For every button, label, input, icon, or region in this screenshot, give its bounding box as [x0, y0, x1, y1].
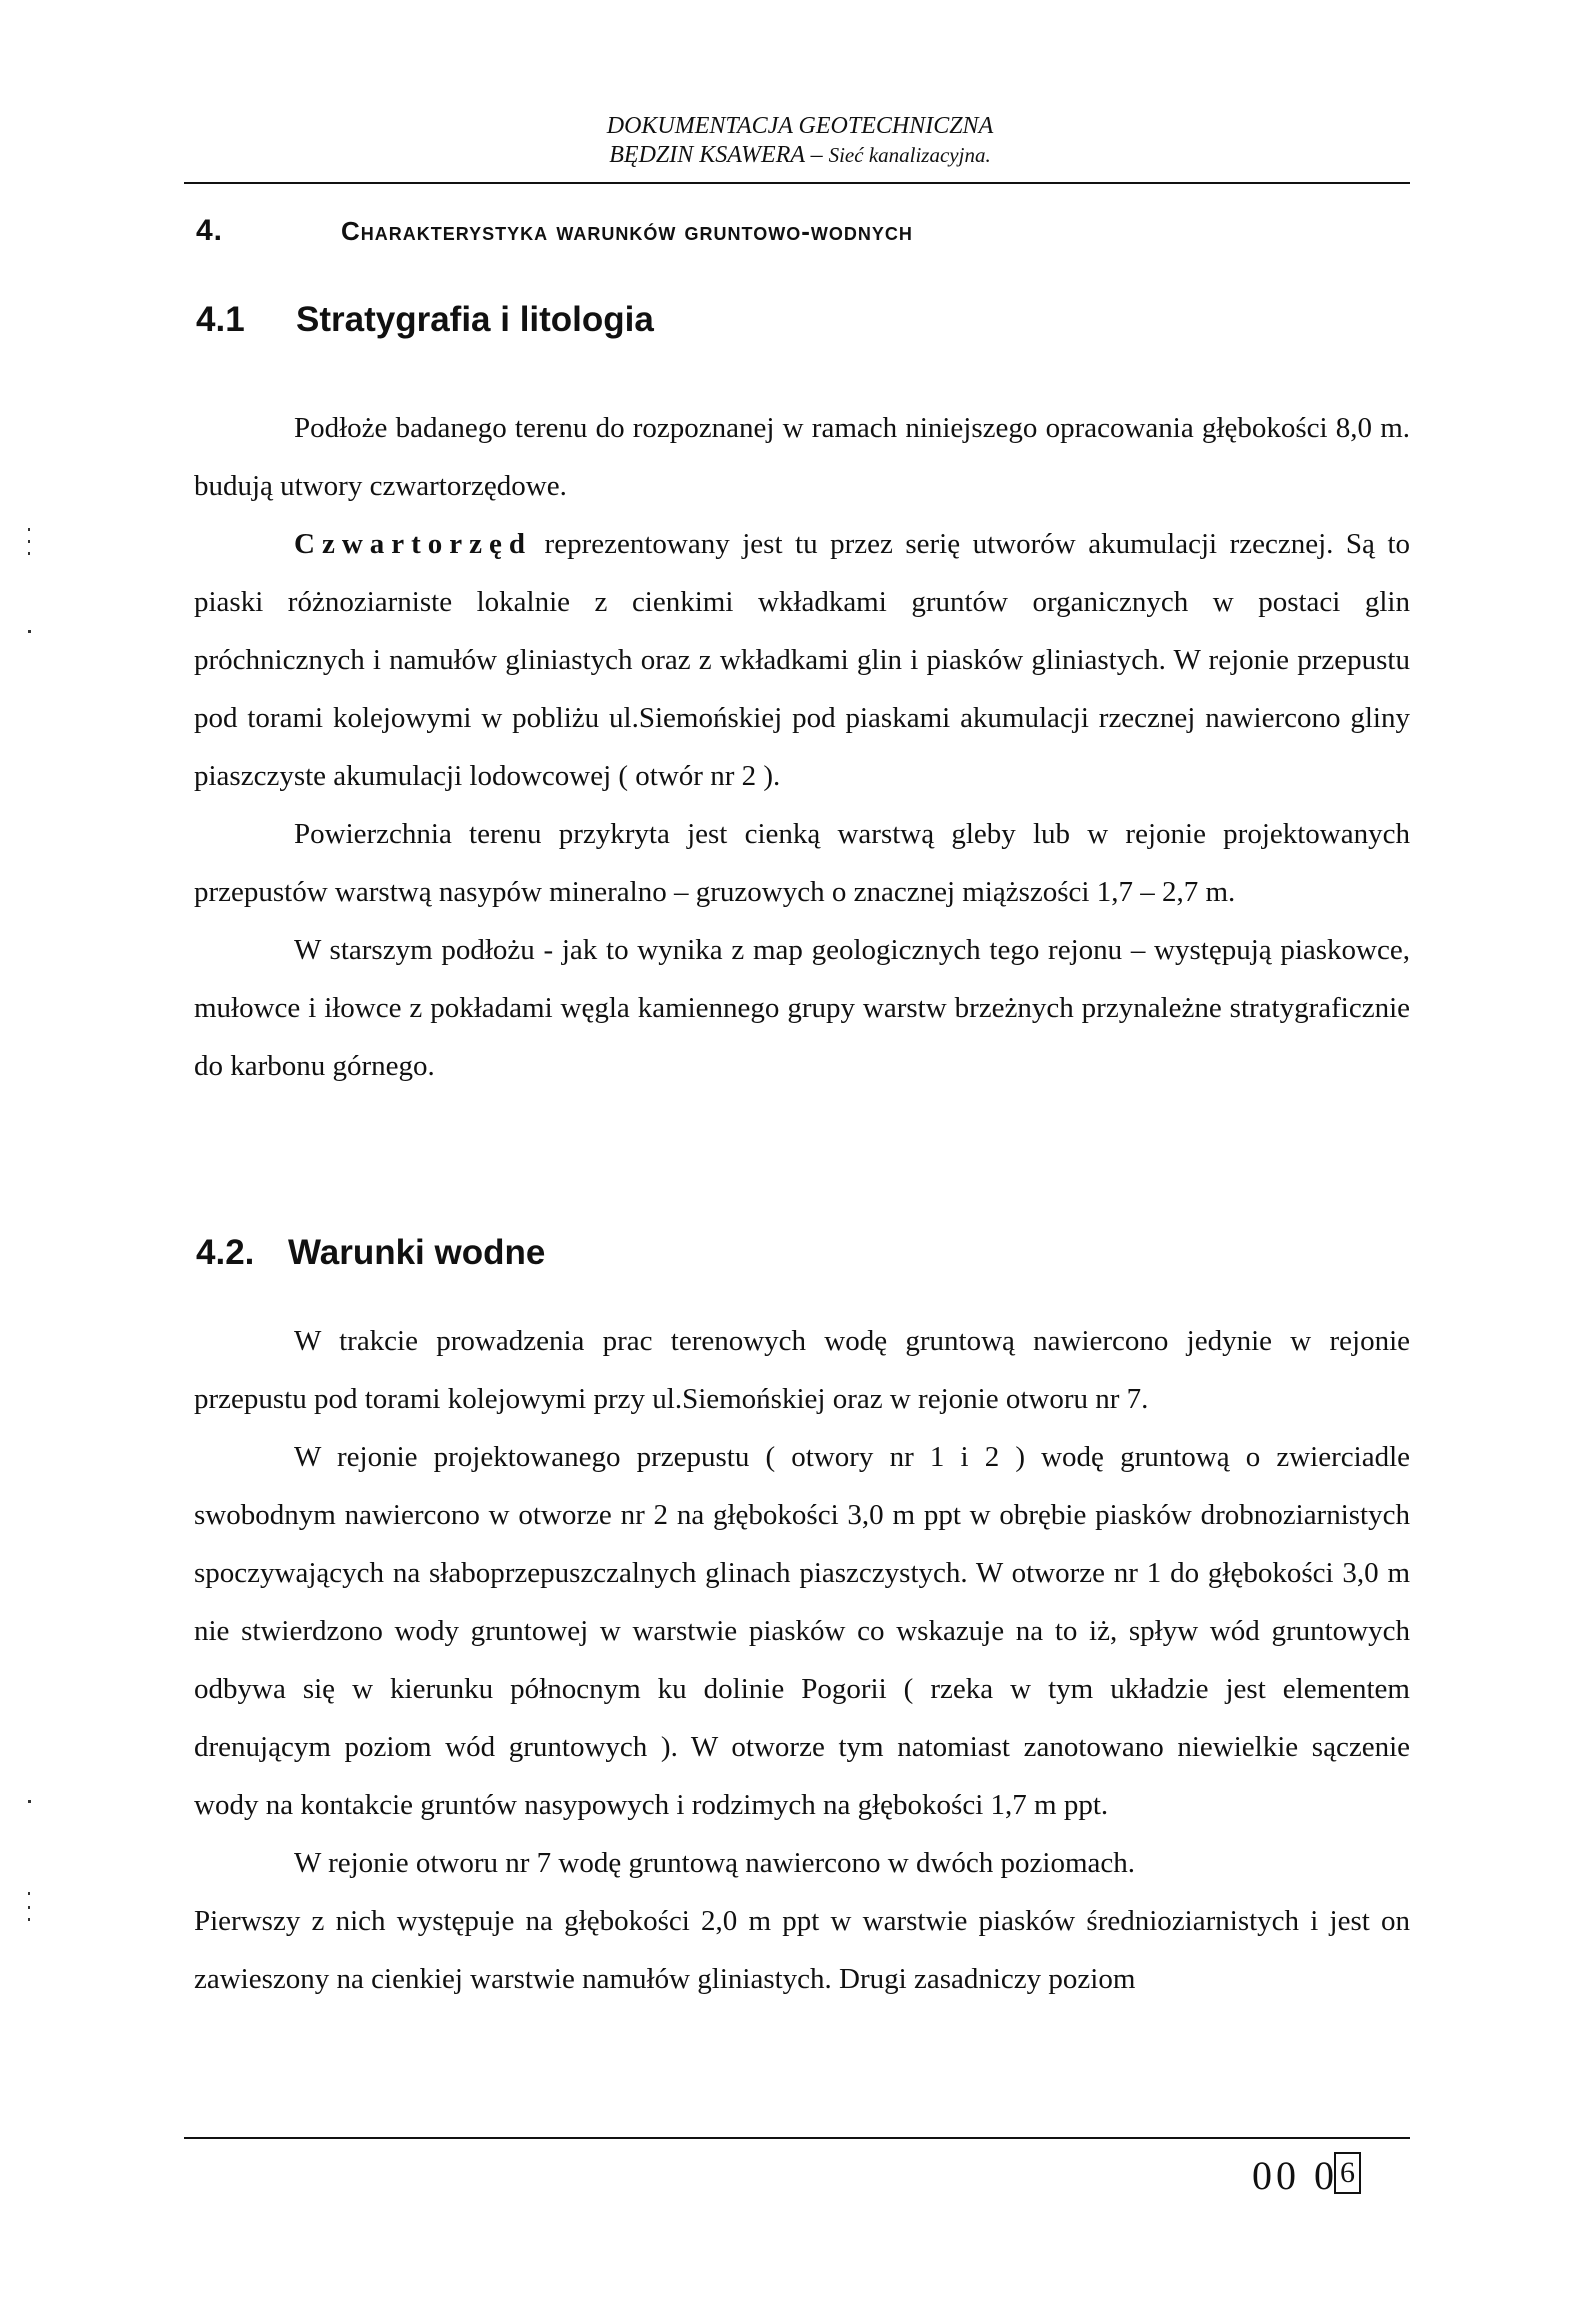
- stamp-box: 6: [1334, 2152, 1361, 2194]
- paragraph: Powierzchnia terenu przykryta jest cienką warstwą gleby lub w rejonie projektowanych przepustów warstwą nasypów mineralno – gruzowych o znacznej miąższości 1,7 – 2,7 m.: [194, 818, 1410, 908]
- stratigraphy-body: [194, 399, 1410, 1095]
- page-number-stamp: [1252, 2152, 1361, 2199]
- subsection-heading-water: [196, 1233, 545, 1273]
- scan-speck: [28, 1906, 30, 1909]
- paragraph: Pierwszy z nich występuje na głębokości 2,0 m ppt w warstwie piasków średnioziarnistych i jest on zawieszony na cienkiej warstwie namułów gliniastych. Drugi zasadniczy poziom: [194, 1905, 1410, 1995]
- scan-speck: [28, 1892, 30, 1895]
- section-number: 4.: [196, 214, 224, 247]
- header-line-2-sub: Sieć kanalizacyjna.: [828, 143, 991, 167]
- subsection-number: 4.2.: [196, 1233, 255, 1272]
- paragraph: W rejonie projektowanego przepustu ( otwory nr 1 i 2 ) wodę gruntową o zwierciadle swobodnym nawiercono w otworze nr 2 na głębokości 3,0 m ppt w obrębie piasków drobnoziarnistych spoczywających na słaboprzepuszczalnych glinach piaszczystych. W otworze nr 1 do głębokości 3,0 m nie stwierdzono wody gruntowej w warstwie piasków co wskazuje na to iż, spływ wód gruntowych odbywa się w kierunku północnym ku dolinie Pogorii ( rzeka w tym układzie jest elementem drenującym poziom wód gruntowych ). W otworze tym natomiast zanotowano niewielkie sączenie wody na kontakcie gruntów nasypowych i rodzimych na głębokości 1,7 m ppt.: [194, 1441, 1410, 1821]
- spaced-term: Czwartorzęd: [294, 528, 533, 560]
- header-rule: [184, 182, 1410, 184]
- subsection-heading-stratigraphy: [196, 300, 654, 340]
- section-title: Charakterystyka warunków gruntowo-wodnych: [341, 216, 913, 246]
- scan-speck: [28, 630, 31, 633]
- scan-speck: [28, 528, 30, 531]
- footer-rule: [184, 2137, 1410, 2139]
- scan-speck: [28, 552, 30, 555]
- subsection-title: Stratygrafia i litologia: [296, 300, 654, 339]
- water-body: [194, 1312, 1410, 2008]
- paragraph: Podłoże badanego terenu do rozpoznanej w ramach niniejszego opracowania głębokości 8,0 m. budują utwory czwartorzędowe.: [194, 412, 1410, 502]
- section-heading: [196, 214, 913, 248]
- paragraph-text: reprezentowany jest tu przez serię utworów akumulacji rzecznej. Są to piaski różnoziarniste lokalnie z cienkimi wkładkami gruntów organicznych w postaci glin próchnicznych i namułów gliniastych oraz z wkładkami glin i piasków gliniastych. W rejonie przepustu pod torami kolejowymi w pobliżu ul.Siemońskiej pod piaskami akumulacji rzecznej nawiercono gliny piaszczyste akumulacji lodowcowej ( otwór nr 2 ).: [194, 528, 1410, 792]
- page-header: [190, 112, 1410, 170]
- header-line-1: DOKUMENTACJA GEOTECHNICZNA: [606, 113, 994, 139]
- paragraph: [194, 515, 1410, 805]
- header-line-2-main: BĘDZIN KSAWERA –: [609, 142, 829, 168]
- stamp-prefix: 00 0: [1252, 2153, 1338, 2198]
- subsection-number: 4.1: [196, 300, 245, 339]
- paragraph: W trakcie prowadzenia prac terenowych wodę gruntową nawiercono jedynie w rejonie przepustu pod torami kolejowymi przy ul.Siemońskiej oraz w rejonie otworu nr 7.: [194, 1325, 1410, 1415]
- header-line-2: [190, 141, 1410, 170]
- paragraph: W rejonie otworu nr 7 wodę gruntową nawiercono w dwóch poziomach.: [294, 1847, 1136, 1879]
- paragraph: W starszym podłożu - jak to wynika z map geologicznych tego rejonu – występują piaskowce, mułowce i iłowce z pokładami węgla kamiennego grupy warstw brzeżnych przynależne stratygraficznie do karbonu górnego.: [194, 934, 1410, 1082]
- scan-speck: [28, 1800, 31, 1803]
- scan-speck: [28, 540, 30, 543]
- scan-speck: [28, 1918, 30, 1921]
- subsection-title: Warunki wodne: [288, 1233, 546, 1272]
